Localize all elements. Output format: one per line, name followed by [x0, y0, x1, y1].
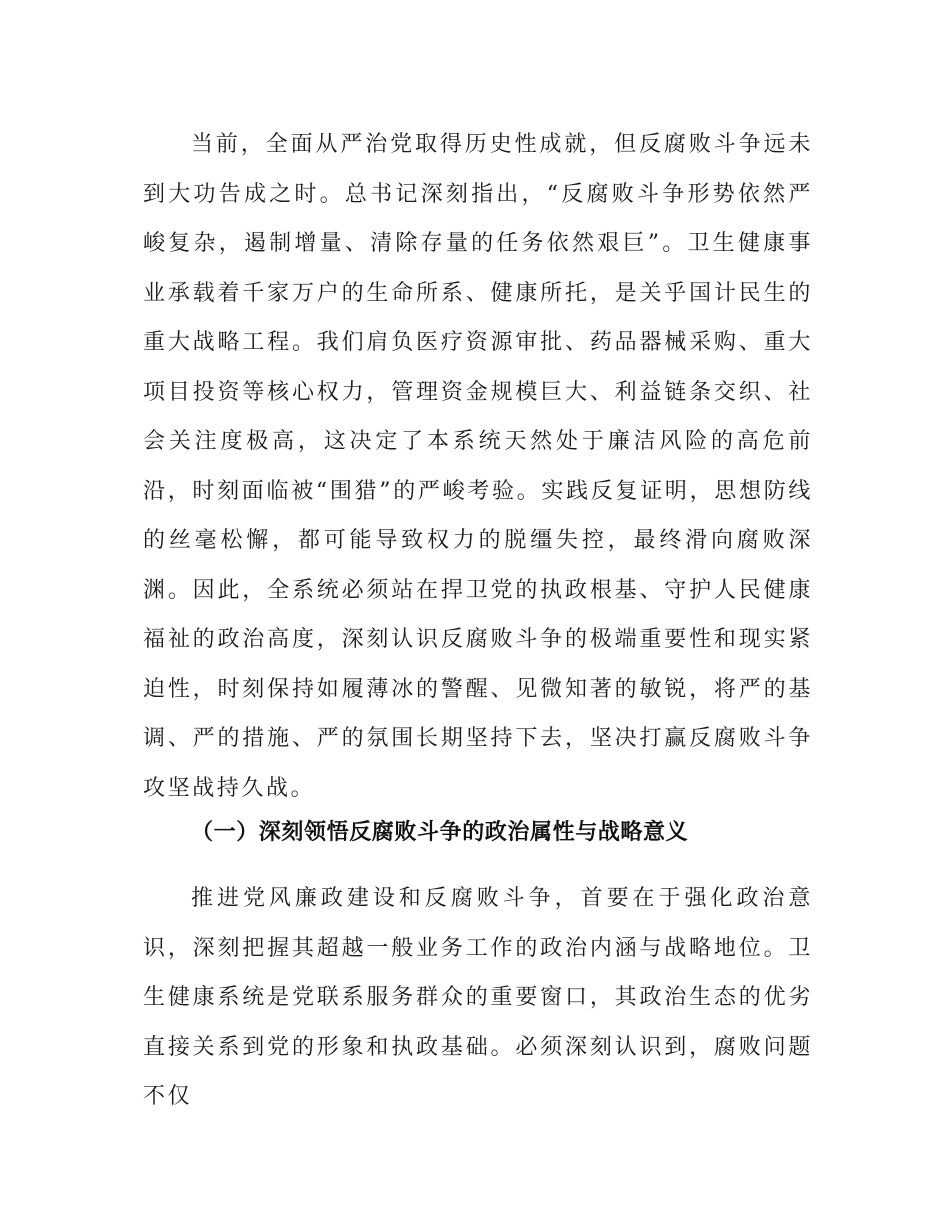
- section-paragraph: 推进党风廉政建设和反腐败斗争，首要在于强化政治意识，深刻把握其超越一般业务工作的政治内涵与战略地位。卫生健康系统是党联系服务群众的重要窗口，其政治生态的优劣直接关系到党的形象和执政基础。必须深刻认识到，腐败问题不仅: [143, 886, 813, 1109]
- intro-paragraph: 当前，全面从严治党取得历史性成就，但反腐败斗争远未到大功告成之时。总书记深刻指出，“反腐败斗争形势依然严峻复杂，遏制增量、清除存量的任务依然艰巨”。卫生健康事业承载着千家万户的生命所系、健康所托，是关乎国计民生的重大战略工程。我们肩负医疗资源审批、药品器械采购、重大项目投资等核心权力，管理资金规模巨大、利益链条交织、社会关注度极高，这决定了本系统天然处于廉洁风险的高危前沿，时刻面临被“围猎”的严峻考验。实践反复证明，思想防线的丝毫松懈，都可能导致权力的脱缰失控，最终滑向腐败深渊。因此，全系统必须站在捍卫党的执政根基、守护人民健康福祉的政治高度，深刻认识反腐败斗争的极端重要性和现实紧迫性，时刻保持如履薄冰的警醒、见微知著的敏锐，将严的基调、严的措施、严的氛围长期坚持下去，坚决打赢反腐败斗争攻坚战持久战。: [143, 132, 813, 801]
- section-heading: （一）深刻领悟反腐败斗争的政治属性与战略意义: [191, 820, 689, 845]
